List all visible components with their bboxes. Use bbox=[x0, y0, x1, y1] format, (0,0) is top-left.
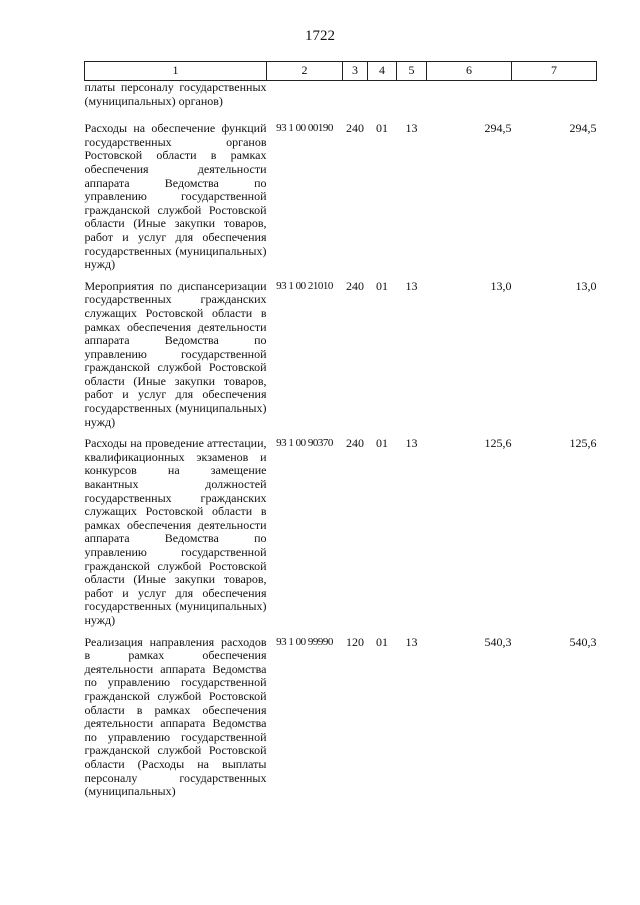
table-row bbox=[85, 81, 597, 117]
row-c5: 13 bbox=[405, 634, 418, 649]
row-c4: 01 bbox=[376, 634, 388, 649]
column-header: 7 bbox=[512, 62, 597, 81]
table-header-row bbox=[85, 62, 597, 81]
table-row bbox=[85, 636, 597, 807]
row-code: 93 1 00 21010 bbox=[276, 279, 333, 292]
row-c4: 01 bbox=[376, 436, 388, 451]
column-header: 6 bbox=[427, 62, 512, 81]
page-number: 1722 bbox=[305, 28, 335, 44]
column-header: 4 bbox=[368, 62, 397, 81]
row-c5: 13 bbox=[405, 436, 418, 451]
row-c7: 125,6 bbox=[569, 436, 597, 451]
column-header: 2 bbox=[267, 62, 343, 81]
row-c4: 01 bbox=[376, 121, 388, 136]
row-c3 bbox=[343, 81, 368, 117]
row-code: 93 1 00 99990 bbox=[276, 635, 333, 648]
budget-table bbox=[84, 61, 597, 807]
row-name: Расходы на проведение аттестации, квалификационных экзаменов и конкурсов на замещение вакантных должностей государственных гражданских служащих Ростовской области в рамках обеспечения деятельности аппарата Ведомства по управлению государственной гражданской службой Ростовской области (Иные закупки товаров, работ и услуг для обеспечения государственных (муниципальных) нужд) bbox=[84, 436, 267, 627]
row-c7 bbox=[512, 81, 597, 117]
row-code: 93 1 00 00190 bbox=[276, 122, 333, 135]
row-code: 93 1 00 90370 bbox=[276, 437, 333, 450]
row-c4 bbox=[368, 81, 397, 117]
row-c3: 120 bbox=[346, 634, 364, 649]
row-c6: 540,3 bbox=[484, 634, 512, 649]
table-row bbox=[85, 280, 597, 438]
row-c3: 240 bbox=[346, 278, 364, 293]
row-c7: 13,0 bbox=[575, 278, 597, 293]
row-c6 bbox=[427, 81, 512, 117]
row-name: Реализация направления расходов в рамках обеспечения деятельности аппарата Ведомства по управлению государственной гражданской службой Ростовской области в рамках обеспечения деятельности аппарата Ведомства по управлению государственной гражданской службой Ростовской области (Расходы на выплаты персоналу государственных (муниципальных) bbox=[84, 634, 267, 799]
row-name: Расходы на обеспечение функций государственных органов Ростовской области в рамках обеспечения деятельности аппарата Ведомства по управлению государственной гражданской службой Ростовской области (Иные закупки товаров, работ и услуг для обеспечения государственных (муниципальных) нужд) bbox=[84, 121, 267, 272]
row-c7: 294,5 bbox=[569, 121, 597, 136]
table-row bbox=[85, 116, 597, 280]
row-c7: 540,3 bbox=[569, 634, 597, 649]
row-c3: 240 bbox=[346, 436, 364, 451]
row-c5: 13 bbox=[405, 121, 418, 136]
row-c3: 240 bbox=[346, 121, 364, 136]
column-header: 3 bbox=[343, 62, 368, 81]
row-c6: 125,6 bbox=[484, 436, 512, 451]
row-name: Мероприятия по диспансеризации государственных гражданских служащих Ростовской области в рамках обеспечения деятельности аппарата Ведомства по управлению государственной гражданской службой Ростовской области (Иные закупки товаров, работ и услуг для обеспечения государственных (муниципальных) нужд) bbox=[84, 278, 267, 429]
column-header: 1 bbox=[85, 62, 267, 81]
row-c5: 13 bbox=[405, 278, 418, 293]
row-c6: 13,0 bbox=[490, 278, 512, 293]
row-c4: 01 bbox=[376, 278, 388, 293]
row-c6: 294,5 bbox=[484, 121, 512, 136]
table-row bbox=[85, 437, 597, 635]
row-c5 bbox=[397, 81, 427, 117]
row-name: платы персоналу государственных (муниципальных) органов) bbox=[84, 80, 267, 108]
row-code bbox=[267, 81, 343, 117]
column-header: 5 bbox=[397, 62, 427, 81]
